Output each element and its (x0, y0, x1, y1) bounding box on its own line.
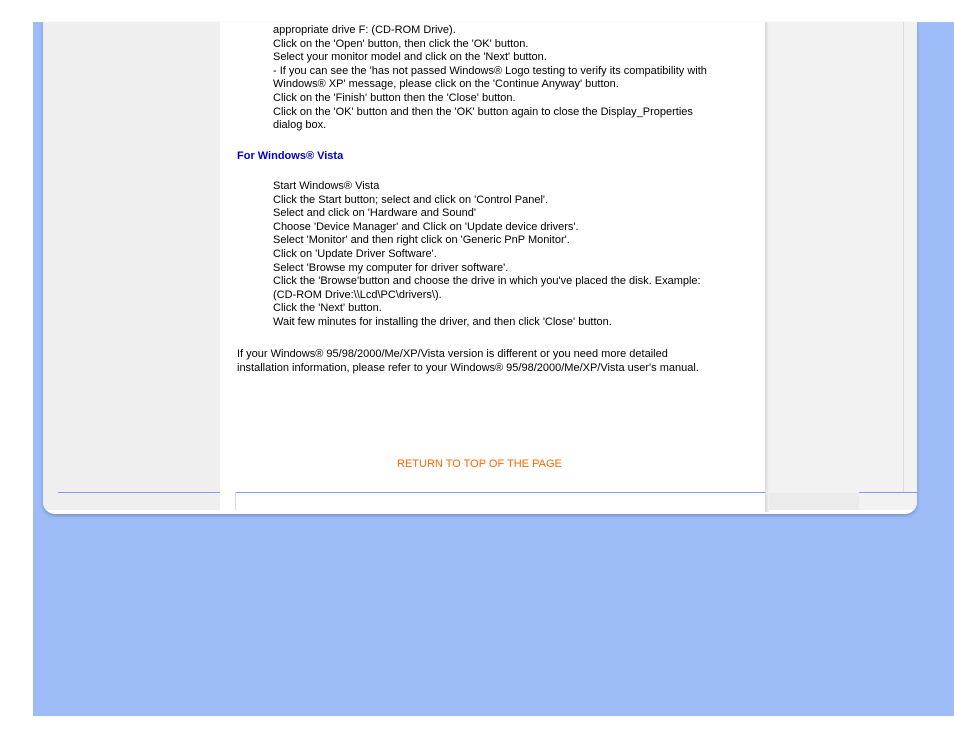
right-sidebar (769, 22, 917, 510)
vista-section-heading: For Windows® Vista (237, 150, 344, 162)
closing-note-line: installation information, please refer to your Windows® 95/98/2000/Me/XP/Vista user's manual. (237, 361, 699, 374)
xp-step: Click on the 'OK' button and then the 'OK' button again to close the Display_Properties (273, 105, 693, 118)
vista-step: Click the 'Next' button. (273, 302, 382, 315)
vista-step: Select and click on 'Hardware and Sound' (273, 207, 476, 220)
vista-step: Select 'Monitor' and then right click on 'Generic PnP Monitor'. (273, 234, 570, 247)
vista-step: Choose 'Device Manager' and Click on 'Update device drivers'. (273, 220, 579, 233)
footer-divider-right (859, 492, 917, 493)
xp-step: Windows® XP' message, please click on the 'Continue Anyway' button. (273, 78, 619, 91)
vista-step: (CD-ROM Drive:\\Lcd\PC\drivers\). (273, 288, 442, 301)
vista-step: Click the 'Browse'button and choose the drive in which you've placed the disk. Example: (273, 275, 701, 288)
left-sidebar (43, 22, 220, 510)
xp-step: Click on the 'Open' button, then click the 'OK' button. (273, 37, 529, 50)
footer-strip (769, 493, 859, 510)
xp-step: appropriate drive F: (CD-ROM Drive). (273, 24, 456, 36)
vista-step: Click the Start button; select and click on 'Control Panel'. (273, 193, 549, 206)
xp-step: Select your monitor model and click on the 'Next' button. (273, 51, 547, 64)
vista-steps (273, 180, 701, 330)
closing-note-line: If your Windows® 95/98/2000/Me/XP/Vista version is different or you need more detailed (237, 348, 668, 360)
windows-xp-steps (273, 24, 707, 133)
vista-step: Select 'Browse my computer for driver software'. (273, 261, 509, 274)
xp-step: - If you can see the 'has not passed Windows® Logo testing to verify its compatibility with (273, 64, 707, 77)
closing-note (237, 348, 699, 375)
vista-step: Wait few minutes for installing the driver, and then click 'Close' button. (273, 315, 612, 328)
xp-step: dialog box. (273, 119, 327, 132)
xp-step: Click on the 'Finish' button then the 'Close' button. (273, 91, 516, 104)
vista-step: Click on 'Update Driver Software'. (273, 247, 437, 260)
return-to-top-link[interactable]: RETURN TO TOP OF THE PAGE (397, 458, 562, 470)
vista-step: Start Windows® Vista (273, 180, 380, 192)
footer-divider-center (236, 492, 765, 493)
right-sidebar-divider (903, 22, 904, 492)
footer-tick (235, 492, 236, 510)
footer-divider-left (58, 492, 220, 493)
